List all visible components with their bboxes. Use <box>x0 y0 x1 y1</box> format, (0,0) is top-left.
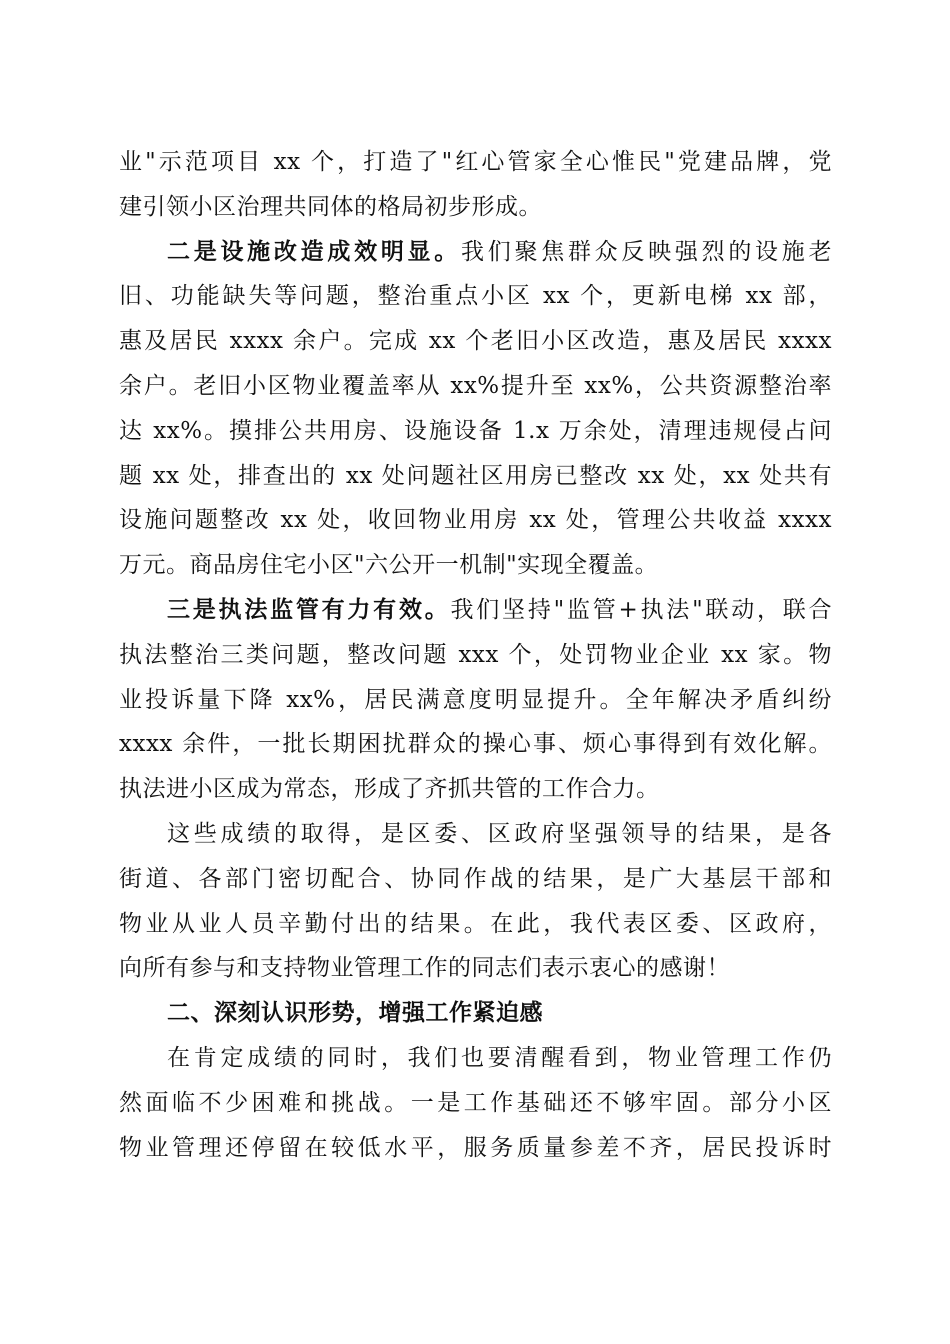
text-line: 业"示范项目 xx 个，打造了"红心管家全心惟民"党建品牌，党 <box>119 149 832 175</box>
text-line: xxxx 余件，一批长期困扰群众的操心事、烦心事得到有效化解。 <box>119 731 832 758</box>
section-heading: 二、深刻认识形势，增强工作紧迫感 <box>167 1000 543 1027</box>
text-line <box>119 230 832 275</box>
text-line: 设施问题整改 xx 处，收回物业用房 xx 处，管理公共收益 xxxx <box>119 507 832 534</box>
text-span: 我们聚焦群众反映强烈的设施老 <box>461 238 832 265</box>
text-line: 题 xx 处，排查出的 xx 处问题社区用房已整改 xx 处，xx 处共有 <box>119 462 832 489</box>
text-line: 物业管理还停留在较低水平，服务质量参差不齐，居民投诉时 <box>119 1134 832 1161</box>
text-line: 街道、各部门密切配合、协同作战的结果，是广大基层干部和 <box>119 865 832 892</box>
text-line: 执法整治三类问题，整改问题 xxx 个，处罚物业企业 xx 家。物 <box>119 641 832 668</box>
text-line: 物业从业人员辛勤付出的结果。在此，我代表区委、区政府， <box>119 910 832 937</box>
text-line: 达 xx%。摸排公共用房、设施设备 1.x 万余处，清理违规侵占问 <box>119 417 832 444</box>
text-line: 万元。商品房住宅小区"六公开一机制"实现全覆盖。 <box>119 552 659 579</box>
text-line: 在肯定成绩的同时，我们也要清醒看到，物业管理工作仍 <box>167 1044 832 1071</box>
text-line: 向所有参与和支持物业管理工作的同志们表示衷心的感谢！ <box>119 955 730 982</box>
text-line: 旧、功能缺失等问题，整治重点小区 xx 个，更新电梯 xx 部， <box>119 283 832 310</box>
text-line: 业投诉量下降 xx%，居民满意度明显提升。全年解决矛盾纠纷 <box>119 686 832 713</box>
text-line: 惠及居民 xxxx 余户。完成 xx 个老旧小区改造，惠及居民 xxxx <box>119 328 832 355</box>
paragraph-lead: 三是执法监管有力有效。 <box>167 595 451 623</box>
text-span: 我们坚持"监管+执法"联动，联合 <box>450 596 832 623</box>
document-body <box>119 140 832 1170</box>
text-line <box>119 588 832 633</box>
text-line: 然面临不少困难和挑战。一是工作基础还不够牢固。部分小区 <box>119 1089 832 1116</box>
text-line: 这些成绩的取得，是区委、区政府坚强领导的结果，是各 <box>167 820 832 847</box>
paragraph-lead: 二是设施改造成效明显。 <box>167 237 462 265</box>
text-line: 建引领小区治理共同体的格局初步形成。 <box>119 193 542 220</box>
text-line: 余户。老旧小区物业覆盖率从 xx%提升至 xx%，公共资源整治率 <box>119 372 832 399</box>
text-line: 执法进小区成为常态，形成了齐抓共管的工作合力。 <box>119 776 660 803</box>
